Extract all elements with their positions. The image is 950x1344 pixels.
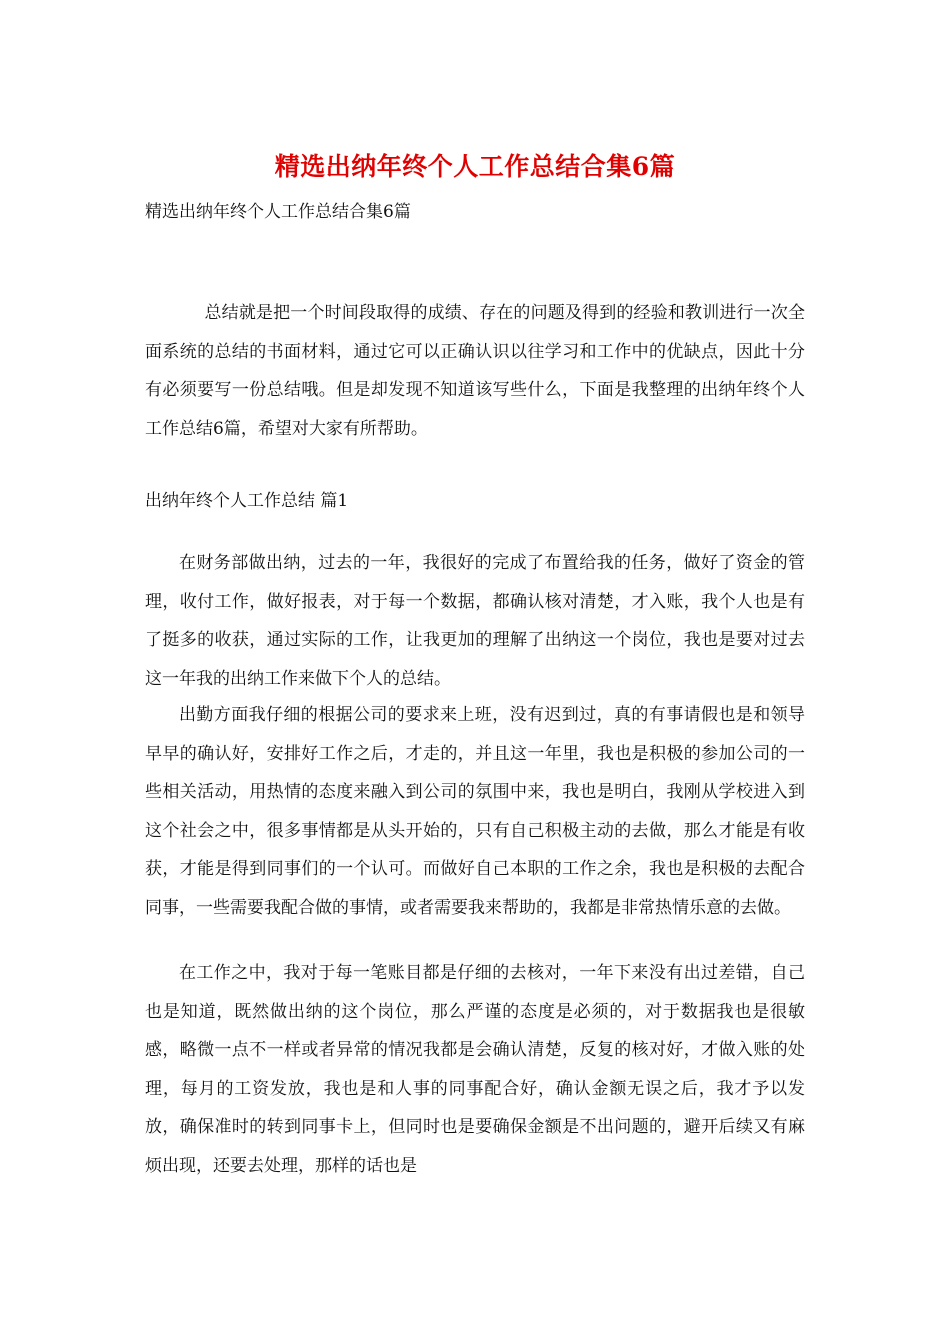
section-heading: 出纳年终个人工作总结 篇1 — [145, 491, 349, 511]
document-subtitle: 精选出纳年终个人工作总结合集6篇 — [145, 202, 411, 222]
document-title: 精选出纳年终个人工作总结合集6篇 — [274, 152, 676, 181]
body-paragraph: 在工作之中，我对于每一笔账目都是仔细的去核对，一年下来没有出过差错，自己也是知道，既然做出纳的这个岗位，那么严谨的态度是必须的，对于数据我也是很敏感，略微一点不一样或者异常的情况我都是会确认清楚，反复的核对好，才做入账的处理，每月的工资发放，我也是和人事的同事配合好，确认金额无误之后，我才予以发放，确保准时的转到同事卡上，但同时也是要确保金额是不出问题的，避开后续又有麻烦出现，还要去处理，那样的话也是 — [145, 963, 805, 1176]
body-paragraph: 在财务部做出纳，过去的一年，我很好的完成了布置给我的任务，做好了资金的管理，收付工作，做好报表，对于每一个数据，都确认核对清楚，才入账，我个人也是有了挺多的收获，通过实际的工作，让我更加的理解了出纳这一个岗位，我也是要对过去这一年我的出纳工作来做下个人的总结。 — [145, 553, 805, 689]
intro-paragraph: 总结就是把一个时间段取得的成绩、存在的问题及得到的经验和教训进行一次全面系统的总结的书面材料，通过它可以正确认识以往学习和工作中的优缺点，因此十分有必须要写一份总结哦。但是却发现不知道该写些什么，下面是我整理的出纳年终个人工作总结6篇，希望对大家有所帮助。 — [145, 303, 805, 439]
body-paragraph: 出勤方面我仔细的根据公司的要求来上班，没有迟到过，真的有事请假也是和领导早早的确认好，安排好工作之后，才走的，并且这一年里，我也是积极的参加公司的一些相关活动，用热情的态度来融入到公司的氛围中来，我也是明白，我刚从学校进入到这个社会之中，很多事情都是从头开始的，只有自己积极主动的去做，那么才能是有收获，才能是得到同事们的一个认可。而做好自己本职的工作之余，我也是积极的去配合同事，一些需要我配合做的事情，或者需要我来帮助的，我都是非常热情乐意的去做。 — [145, 705, 805, 918]
